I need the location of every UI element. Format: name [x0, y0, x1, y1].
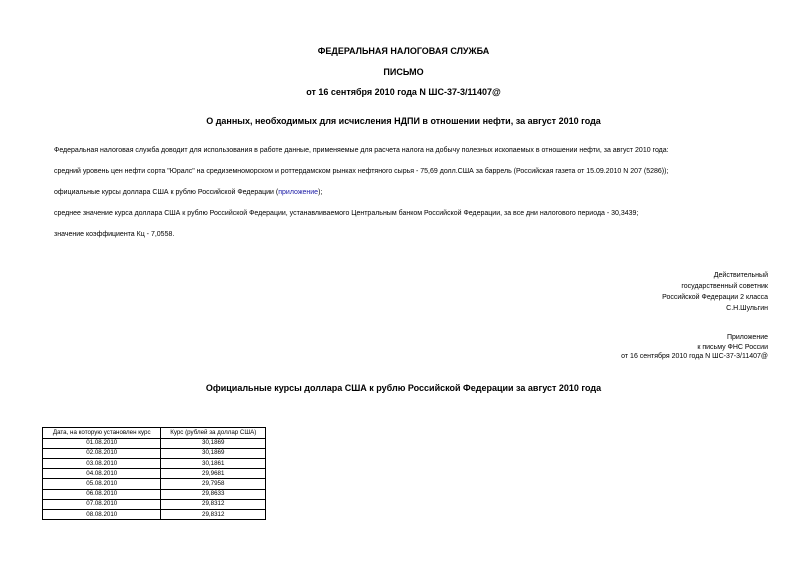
date-cell: 06.08.2010 — [43, 489, 161, 499]
date-cell: 07.08.2010 — [43, 499, 161, 509]
date-cell: 02.08.2010 — [43, 448, 161, 458]
rate-cell: 30,1869 — [161, 438, 266, 448]
urals-price-paragraph: средний уровень цен нефти сорта "Юралс" на средиземноморском и роттердамском рынках нефтяного сырья - 75,69 долл.США за баррель (Российская газета от 15.09.2010 N 207 (5286)); — [54, 168, 669, 175]
table-row — [43, 469, 266, 479]
signature-line-3: Российской Федерации 2 класса — [662, 294, 768, 301]
appendix-line-2: к письму ФНС России — [697, 344, 768, 351]
average-rate-paragraph: среднее значение курса доллара США к рублю Российской Федерации, устанавливаемого Центральным банком Российской Федерации, за все дни налогового периода - 30,3439; — [54, 210, 639, 217]
date-cell: 08.08.2010 — [43, 509, 161, 519]
rate-cell: 29,8633 — [161, 489, 266, 499]
date-cell: 03.08.2010 — [43, 458, 161, 468]
appendix-title: Официальные курсы доллара США к рублю Российской Федерации за август 2010 года — [205, 383, 602, 393]
exchange-rates-table — [42, 427, 266, 520]
signatory-name: С.Н.Шульгин — [726, 305, 768, 312]
appendix-line-3: от 16 сентября 2010 года N ШС-37-3/11407@ — [621, 353, 768, 360]
rate-cell: 29,7958 — [161, 479, 266, 489]
column-header-date: Дата, на которую установлен курс — [43, 428, 161, 439]
table-row — [43, 489, 266, 499]
document-title: О данных, необходимых для исчисления НДПИ в отношении нефти, за август 2010 года — [206, 116, 601, 126]
rate-cell: 29,8312 — [161, 499, 266, 509]
table-row — [43, 438, 266, 448]
table-row — [43, 458, 266, 468]
date-cell: 04.08.2010 — [43, 469, 161, 479]
table-header-row — [43, 428, 266, 439]
appendix-link[interactable]: приложение — [278, 189, 319, 196]
intro-paragraph: Федеральная налоговая служба доводит для использования в работе данные, применяемые для расчета налога на добычу полезных ископаемых в отношении нефти, за август 2010 года: — [54, 147, 669, 154]
date-cell: 05.08.2010 — [43, 479, 161, 489]
table-row — [43, 479, 266, 489]
doc-reference: от 16 сентября 2010 года N ШС-37-3/11407@ — [306, 87, 501, 97]
signature-line-2: государственный советник — [681, 283, 768, 290]
table-row — [43, 448, 266, 458]
rate-cell: 29,9681 — [161, 469, 266, 479]
rate-cell: 29,8312 — [161, 509, 266, 519]
rates-paragraph — [54, 189, 322, 196]
rates-prefix: официальные курсы доллара США к рублю Российской Федерации ( — [54, 189, 279, 196]
column-header-rate: Курс (рублей за доллар США) — [161, 428, 266, 439]
agency-heading: ФЕДЕРАЛЬНАЯ НАЛОГОВАЯ СЛУЖБА — [317, 46, 490, 56]
appendix-line-1: Приложение — [726, 334, 768, 341]
doc-type-heading: ПИСЬМО — [383, 67, 424, 77]
rates-suffix: ); — [318, 189, 323, 196]
table-row — [43, 499, 266, 509]
rate-cell: 30,1861 — [161, 458, 266, 468]
rate-cell: 30,1869 — [161, 448, 266, 458]
coefficient-paragraph: значение коэффициента Кц - 7,0558. — [54, 231, 175, 238]
signature-line-1: Действительный — [713, 272, 768, 279]
table-row — [43, 509, 266, 519]
date-cell: 01.08.2010 — [43, 438, 161, 448]
